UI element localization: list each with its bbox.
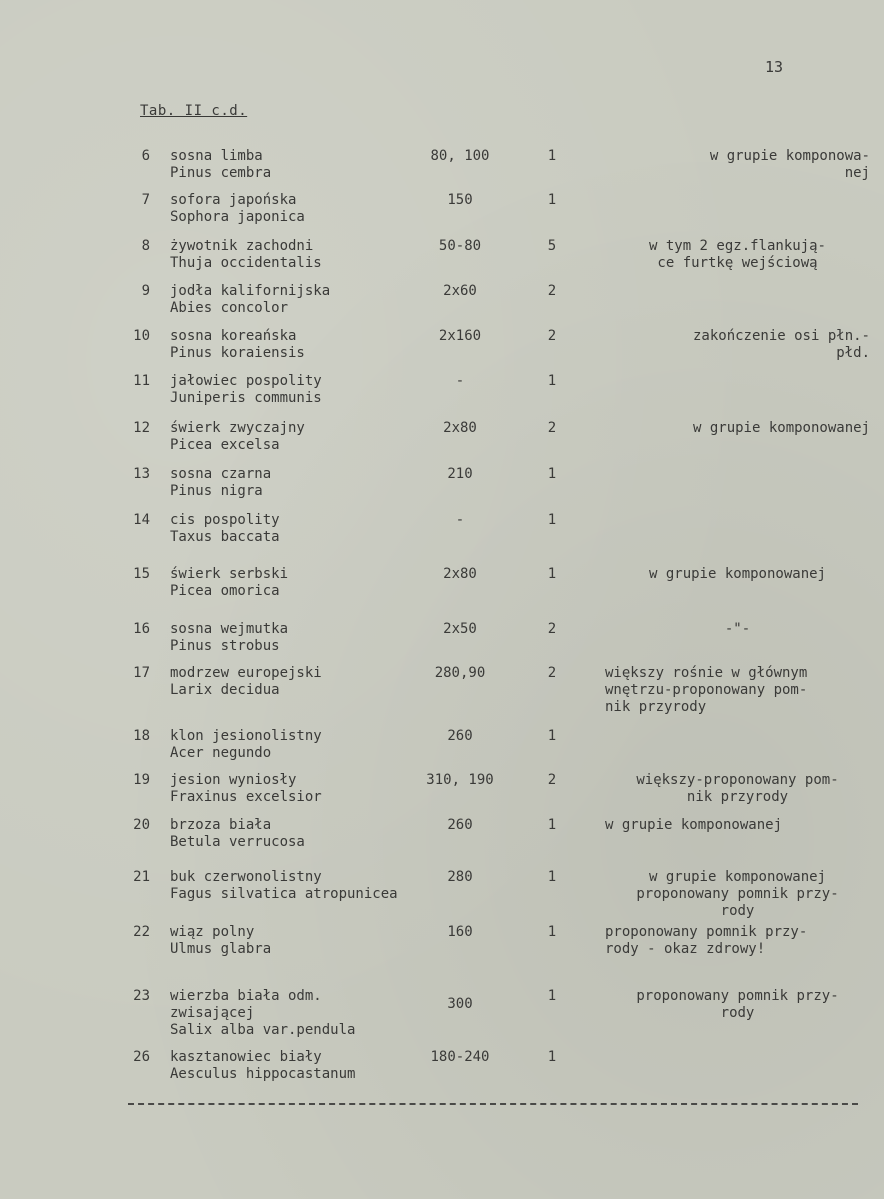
size-value: - [455, 373, 465, 389]
size-value: 2x50 [443, 621, 477, 637]
size-value: 2x80 [443, 420, 477, 436]
size-value: 50-80 [438, 238, 482, 254]
remark-text: w grupie komponowanej [605, 817, 783, 833]
row-number: 20 [133, 817, 150, 833]
count-value: 1 [547, 1049, 557, 1065]
polish-name: jałowiec pospolity [170, 373, 322, 389]
remark-text: w grupie komponowa- nej [709, 148, 870, 181]
polish-name: wierzba biała odm. zwisającej [170, 988, 322, 1021]
latin-name: Picea omorica [170, 583, 280, 599]
polish-name: świerk zwyczajny [170, 420, 305, 436]
polish-name: sosna wejmutka [170, 621, 289, 637]
page-number: 13 [765, 58, 784, 76]
latin-name: Thuja occidentalis [170, 255, 322, 271]
table-bottom-dashed-rule [128, 1103, 858, 1105]
size-value: 280 [447, 869, 473, 885]
latin-name: Sophora japonica [170, 209, 305, 225]
latin-name: Ulmus glabra [170, 941, 272, 957]
row-number: 13 [133, 466, 150, 482]
remark-text: proponowany pomnik przy- rody [636, 988, 839, 1021]
polish-name: jodła kalifornijska [170, 283, 331, 299]
count-value: 2 [547, 621, 557, 637]
count-value: 1 [547, 817, 557, 833]
remark-text: -"- [724, 621, 751, 637]
row-number: 22 [133, 924, 150, 940]
latin-name: Larix decidua [170, 682, 280, 698]
row-number: 21 [133, 869, 150, 885]
count-value: 1 [547, 566, 557, 582]
latin-name: Fagus silvatica atropunicea [170, 886, 398, 902]
polish-name: jesion wyniosły [170, 772, 297, 788]
count-value: 1 [547, 373, 557, 389]
count-value: 2 [547, 328, 557, 344]
size-value: - [455, 512, 465, 528]
count-value: 2 [547, 665, 557, 681]
latin-name: Pinus cembra [170, 165, 272, 181]
count-value: 1 [547, 988, 557, 1004]
row-number: 6 [141, 148, 150, 164]
size-value: 260 [447, 817, 473, 833]
row-number: 26 [133, 1049, 150, 1065]
remark-text: większy rośnie w głównym wnętrzu-proponowany pom- nik przyrody [605, 665, 808, 715]
row-number: 17 [133, 665, 150, 681]
latin-name: Acer negundo [170, 745, 272, 761]
remark-text: w grupie komponowanej [648, 566, 826, 582]
remark-text: w grupie komponowanej [692, 420, 870, 436]
table-title: Tab. II c.d. [140, 103, 248, 119]
count-value: 1 [547, 869, 557, 885]
polish-name: kasztanowiec biały [170, 1049, 322, 1065]
row-number: 23 [133, 988, 150, 1004]
row-number: 16 [133, 621, 150, 637]
size-value: 80, 100 [430, 148, 490, 164]
remark-text: większy-proponowany pom- nik przyrody [636, 772, 839, 805]
row-number: 19 [133, 772, 150, 788]
row-number: 15 [133, 566, 150, 582]
polish-name: świerk serbski [170, 566, 289, 582]
count-value: 1 [547, 148, 557, 164]
row-number: 12 [133, 420, 150, 436]
latin-name: Taxus baccata [170, 529, 280, 545]
count-value: 1 [547, 924, 557, 940]
row-number: 7 [141, 192, 150, 208]
remark-text: w tym 2 egz.flankują- ce furtkę wejściową [648, 238, 826, 271]
latin-name: Salix alba var.pendula [170, 1022, 356, 1038]
remark-text: zakończenie osi płn.- płd. [692, 328, 870, 361]
size-value: 260 [447, 728, 473, 744]
count-value: 1 [547, 192, 557, 208]
count-value: 1 [547, 466, 557, 482]
size-value: 310, 190 [426, 772, 494, 788]
polish-name: sosna czarna [170, 466, 272, 482]
size-value: 160 [447, 924, 473, 940]
count-value: 2 [547, 772, 557, 788]
row-number: 14 [133, 512, 150, 528]
polish-name: brzoza biała [170, 817, 272, 833]
row-number: 18 [133, 728, 150, 744]
latin-name: Juniperis communis [170, 390, 322, 406]
size-value: 2x160 [438, 328, 482, 344]
polish-name: modrzew europejski [170, 665, 322, 681]
polish-name: żywotnik zachodni [170, 238, 314, 254]
row-number: 11 [133, 373, 150, 389]
latin-name: Pinus strobus [170, 638, 280, 654]
polish-name: sosna limba [170, 148, 263, 164]
count-value: 1 [547, 728, 557, 744]
polish-name: sofora japońska [170, 192, 297, 208]
size-value: 280,90 [434, 665, 486, 681]
row-number: 9 [141, 283, 150, 299]
latin-name: Pinus koraiensis [170, 345, 305, 361]
count-value: 1 [547, 512, 557, 528]
polish-name: buk czerwonolistny [170, 869, 322, 885]
size-value: 210 [447, 466, 473, 482]
polish-name: sosna koreańska [170, 328, 297, 344]
size-value: 2x80 [443, 566, 477, 582]
size-value: 2x60 [443, 283, 477, 299]
remark-text: w grupie komponowanej proponowany pomnik przy- rody [636, 869, 839, 919]
latin-name: Picea excelsa [170, 437, 280, 453]
remark-text: proponowany pomnik przy- rody - okaz zdrowy! [605, 924, 808, 957]
latin-name: Betula verrucosa [170, 834, 305, 850]
latin-name: Pinus nigra [170, 483, 263, 499]
row-number: 8 [141, 238, 150, 254]
count-value: 2 [547, 420, 557, 436]
polish-name: wiąz polny [170, 924, 255, 940]
latin-name: Fraxinus excelsior [170, 789, 322, 805]
size-value: 150 [447, 192, 473, 208]
count-value: 2 [547, 283, 557, 299]
polish-name: cis pospolity [170, 512, 280, 528]
size-value: 180-240 [430, 1049, 490, 1065]
latin-name: Abies concolor [170, 300, 289, 316]
row-number: 10 [133, 328, 150, 344]
size-value: 300 [447, 996, 473, 1012]
count-value: 5 [547, 238, 557, 254]
polish-name: klon jesionolistny [170, 728, 322, 744]
latin-name: Aesculus hippocastanum [170, 1066, 356, 1082]
